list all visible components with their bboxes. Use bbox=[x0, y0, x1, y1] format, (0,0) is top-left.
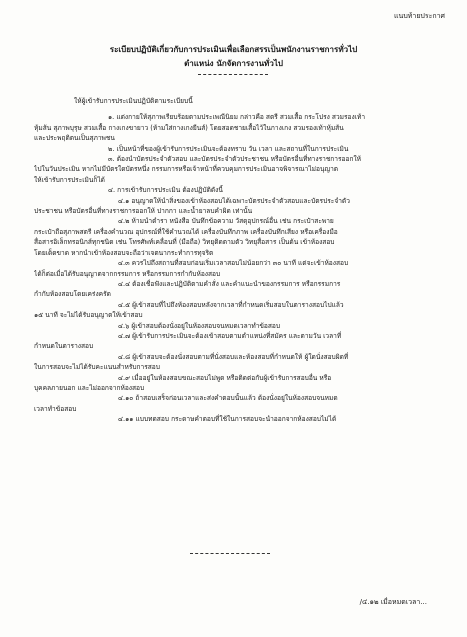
rule-line: เวลาทำข้อสอบ bbox=[34, 404, 77, 413]
rule-line: ๑. แต่งกายให้สุภาพเรียบร้อยตามประเพณีนิยม กล่าวคือ สตรี สวมเสื้อ กระโปรง สวมรองเท้า bbox=[108, 113, 366, 122]
rule-line: ในการสอบจะไม่ได้รับคะแนนสำหรับการสอบ bbox=[34, 363, 160, 372]
position-title: ตำแหน่ง นักจัดการงานทั่วไป bbox=[184, 59, 283, 68]
annex-label: แนบท้ายประกาศ bbox=[394, 12, 445, 20]
rule-line: ได้ก็ต่อเมื่อได้รับอนุญาตจากกรรมการ หรือกรรมการกำกับห้องสอบ bbox=[34, 269, 221, 278]
rule-line: บุคคลภายนอก และไม่ออกจากห้องสอบ bbox=[34, 383, 145, 392]
rule-line: ๔.๕ ผู้เข้าสอบที่ไปถึงห้องสอบหลังจากเวลาที่กำหนดเริ่มสอบในตารางสอบไปแล้ว bbox=[118, 300, 344, 309]
rule-line: ๔.๒ ห้ามนำตำรา หนังสือ บันทึกข้อความ วัสดุอุปกรณ์อื่น เช่น กระเป๋าสะพาย bbox=[118, 217, 334, 226]
rule-line: ๔.๗ ผู้เข้ารับการประเมินจะต้องเข้าสอบตามตำแหน่งที่สมัคร และตามวัน เวลาที่ bbox=[118, 331, 342, 340]
rule-line: ๓. ต้องนำบัตรประจำตัวสอบ และบัตรประจำตัวประชาชน หรือบัตรอื่นที่ทางราชการออกให้ bbox=[108, 155, 362, 164]
rule-line: โดยเด็ดขาด หากนำเข้าห้องสอบจะถือว่าเจตนากระทำการทุจริต bbox=[34, 248, 214, 257]
rule-line: ๑๕ นาที จะไม่ได้รับอนุญาตให้เข้าสอบ bbox=[34, 311, 143, 320]
document-title: ระเบียบปฏิบัติเกี่ยวกับการประเมินเพื่อเลือกสรรเป็นพนักงานราชการทั่วไป bbox=[109, 45, 358, 54]
rule-line: ๔.๔ ต้องเชื่อฟังและปฏิบัติตามคำสั่ง และคำแนะนำของกรรมการ หรือกรรมการ bbox=[118, 279, 341, 288]
continuation-note: /๔.๑๒ เมื่อหมดเวลา... bbox=[359, 598, 427, 606]
rule-line: ประชาชน หรือบัตรอื่นที่ทางราชการออกให้ ปากกา และน้ำยาลบคำผิด เท่านั้น bbox=[34, 207, 253, 216]
rule-line: กำกับห้องสอบโดยเคร่งครัด bbox=[34, 290, 111, 299]
rule-line: และประพฤติตนเป็นสุภาพชน bbox=[34, 134, 115, 143]
rule-line: สื่อสารอิเล็กทรอนิกส์ทุกชนิด เช่น โทรศัพท์เคลื่อนที่ (มือถือ) วิทยุติดตามตัว วิทยุสื่อสาร เป็นต้น เข้าห้องสอบ bbox=[34, 238, 335, 247]
rule-line: ให้เข้ารับการประเมินก็ได้ bbox=[34, 175, 105, 184]
rule-line: ๔. การเข้ารับการประเมิน ต้องปฏิบัติดังนี้ bbox=[108, 186, 223, 195]
rule-line: ๔.๖ ผู้เข้าสอบต้องนั่งอยู่ในห้องสอบจนหมดเวลาทำข้อสอบ bbox=[118, 321, 281, 330]
rule-line: กระเป๋าถือสุภาพสตรี เครื่องคำนวณ อุปกรณ์ที่ใช้คำนวณได้ เครื่องบันทึกภาพ เครื่องบันทึกเสียง หรือเครื่องมือ bbox=[34, 227, 338, 236]
rule-line: ๔.๙ เมื่ออยู่ในห้องสอบขณะสอบไม่พูด หรือติดต่อกับผู้เข้ารับการสอบอื่น หรือ bbox=[118, 373, 332, 382]
rule-line: ๔.๓ ควรไปถึงสถานที่สอบก่อนเริ่มเวลาสอบไม่น้อยกว่า ๓๐ นาที แต่จะเข้าห้องสอบ bbox=[118, 259, 349, 268]
rule-line: ไปในวันประเมิน หากไม่มีบัตรใดบัตรหนึ่ง กรรมการหรือเจ้าหน้าที่ควบคุมการประเมินอาจพิจารณาไม่อนุญาต bbox=[34, 165, 339, 174]
rule-line: ๔.๑๑ แบบทดสอบ กระดาษคำตอบที่ใช้ในการสอบจะนำออกจากห้องสอบไม่ได้ bbox=[118, 415, 337, 424]
rule-line: กำหนดในตารางสอบ bbox=[34, 342, 94, 351]
rule-line: ๔.๘ ผู้เข้าสอบจะต้องนั่งสอบตามที่นั่งสอบและห้องสอบที่กำหนดให้ ผู้ใดนั่งสอบผิดที่ bbox=[118, 352, 349, 361]
end-separator bbox=[190, 553, 270, 554]
regulation-body bbox=[34, 96, 444, 425]
rule-line: ๔.๑ อนุญาตให้นำสิ่งของเข้าห้องสอบได้เฉพาะบัตรประจำตัวสอบและบัตรประจำตัว bbox=[118, 196, 350, 205]
rule-line: ๒. เป็นหน้าที่ของผู้เข้ารับการประเมินจะต้องทราบ วัน เวลา และสถานที่ในการประเมิน bbox=[108, 144, 349, 153]
rule-line: หุ้มส้น สุภาพบุรุษ สวมเสื้อ กางเกงขายาว (ห้ามใส่กางเกงยีนส์) โดยสอดชายเสื้อไว้ในกางเกง สวมรองเท้าหุ้มส้น bbox=[34, 123, 344, 132]
intro-line: ให้ผู้เข้ารับการประเมินปฏิบัติตามระเบียบนี้ bbox=[74, 97, 193, 105]
title-separator bbox=[198, 74, 268, 75]
rule-line: ๔.๑๐ ถ้าสอบเสร็จก่อนเวลาและส่งคำตอบนั้นแล้ว ต้องนั่งอยู่ในห้องสอบจนหมด bbox=[118, 394, 338, 403]
